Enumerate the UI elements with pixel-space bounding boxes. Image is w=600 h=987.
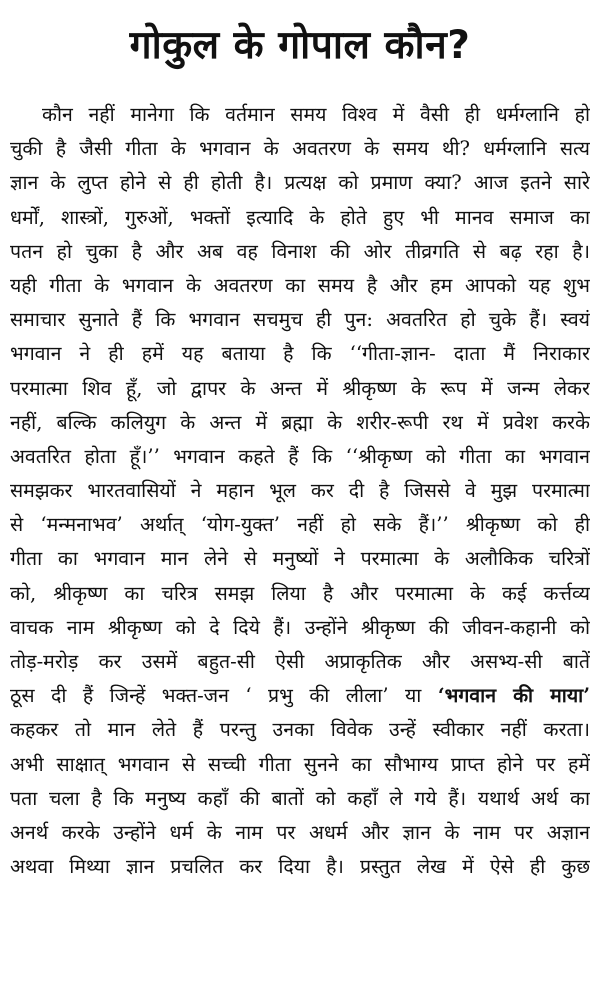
text-line: से ‘मन्मनाभव’ अर्थात् ‘योग-युक्त’ नहीं हो सके हैं।’’ श्रीकृष्ण को ही [10, 513, 590, 537]
article-body [10, 98, 590, 884]
article-title: गोकुल के गोपाल कौन? [129, 23, 471, 68]
text-line: वाचक नाम श्रीकृष्ण को दे दिये हैं। उन्होंने श्रीकृष्ण की जीवन-कहानी को [10, 615, 590, 639]
text-line: समझकर भारतवासियों ने महान भूल कर दी है जिससे वे मुझ परमात्मा [10, 479, 590, 503]
text-line: परमात्मा शिव हूँ, जो द्वापर के अन्त में श्रीकृष्ण के रूप में जन्म लेकर [10, 376, 590, 400]
bold-phrase: ‘भगवान की माया’ [437, 684, 590, 708]
text-line: यही गीता के भगवान के अवतरण का समय है और हम आपको यह शुभ [10, 273, 590, 297]
text-line: अनर्थ करके उन्होंने धर्म के नाम पर अधर्म और ज्ञान के नाम पर अज्ञान [10, 820, 590, 844]
text-line: भगवान ने ही हमें यह बताया है कि ‘‘गीता-ज्ञान- दाता मैं निराकार [10, 342, 590, 366]
text-line: तोड़-मरोड़ कर उसमें बहुत-सी ऐसी अप्राकृतिक और असभ्य-सी बातें [10, 650, 590, 673]
text-line: अवतरित होता हूँ।’’ भगवान कहते हैं कि ‘‘श्रीकृष्ण को गीता का भगवान [10, 444, 590, 468]
text-line: नहीं, बल्कि कलियुग के अन्त में ब्रह्मा के शरीर-रूपी रथ में प्रवेश करके [10, 410, 590, 434]
text-line: धर्मों, शास्त्रों, गुरुओं, भक्तों इत्यादि के होते हुए भी मानव समाज का [10, 205, 590, 229]
text-line: गीता का भगवान मान लेने से मनुष्यों ने परमात्मा के अलौकिक चरित्रों [10, 547, 590, 571]
text-line: पता चला है कि मनुष्य कहाँ की बातों को कहाँ ले गये हैं। यथार्थ अर्थ का [10, 786, 590, 810]
text-line-with-bold [10, 679, 590, 713]
text-line: पतन हो चुका है और अब वह विनाश की ओर तीव्रगति से बढ़ रहा है। [10, 239, 590, 263]
text-line: अभी साक्षात् भगवान से सच्ची गीता सुनने का सौभाग्य प्राप्त होने पर हमें [10, 752, 590, 776]
text-line: कहकर तो मान लेते हैं परन्तु उनका विवेक उन्हें स्वीकार नहीं करता। [10, 718, 590, 742]
text-line: ज्ञान के लुप्त होने से ही होती है। प्रत्यक्ष को प्रमाण क्या? आज इतने सारे [10, 171, 590, 195]
text-segment: ठूस दी हैं जिन्हें भक्त-जन ‘ प्रभु की लीला’ या [10, 684, 422, 708]
text-line: को, श्रीकृष्ण का चरित्र समझ लिया है और परमात्मा के कई कर्त्तव्य [10, 581, 590, 605]
text-line: चुकी है जैसी गीता के भगवान के अवतरण के समय थी? धर्मग्लानि सत्य [10, 137, 590, 161]
text-line: समाचार सुनाते हैं कि भगवान सचमुच ही पुन: अवतरित हो चुके हैं। स्वयं [10, 308, 590, 332]
text-line: कौन नहीं मानेगा कि वर्तमान समय विश्व में वैसी ही धर्मग्लानि हो [42, 103, 590, 126]
text-line: अथवा मिथ्या ज्ञान प्रचलित कर दिया है। प्रस्तुत लेख में ऐसे ही कुछ [10, 855, 590, 879]
